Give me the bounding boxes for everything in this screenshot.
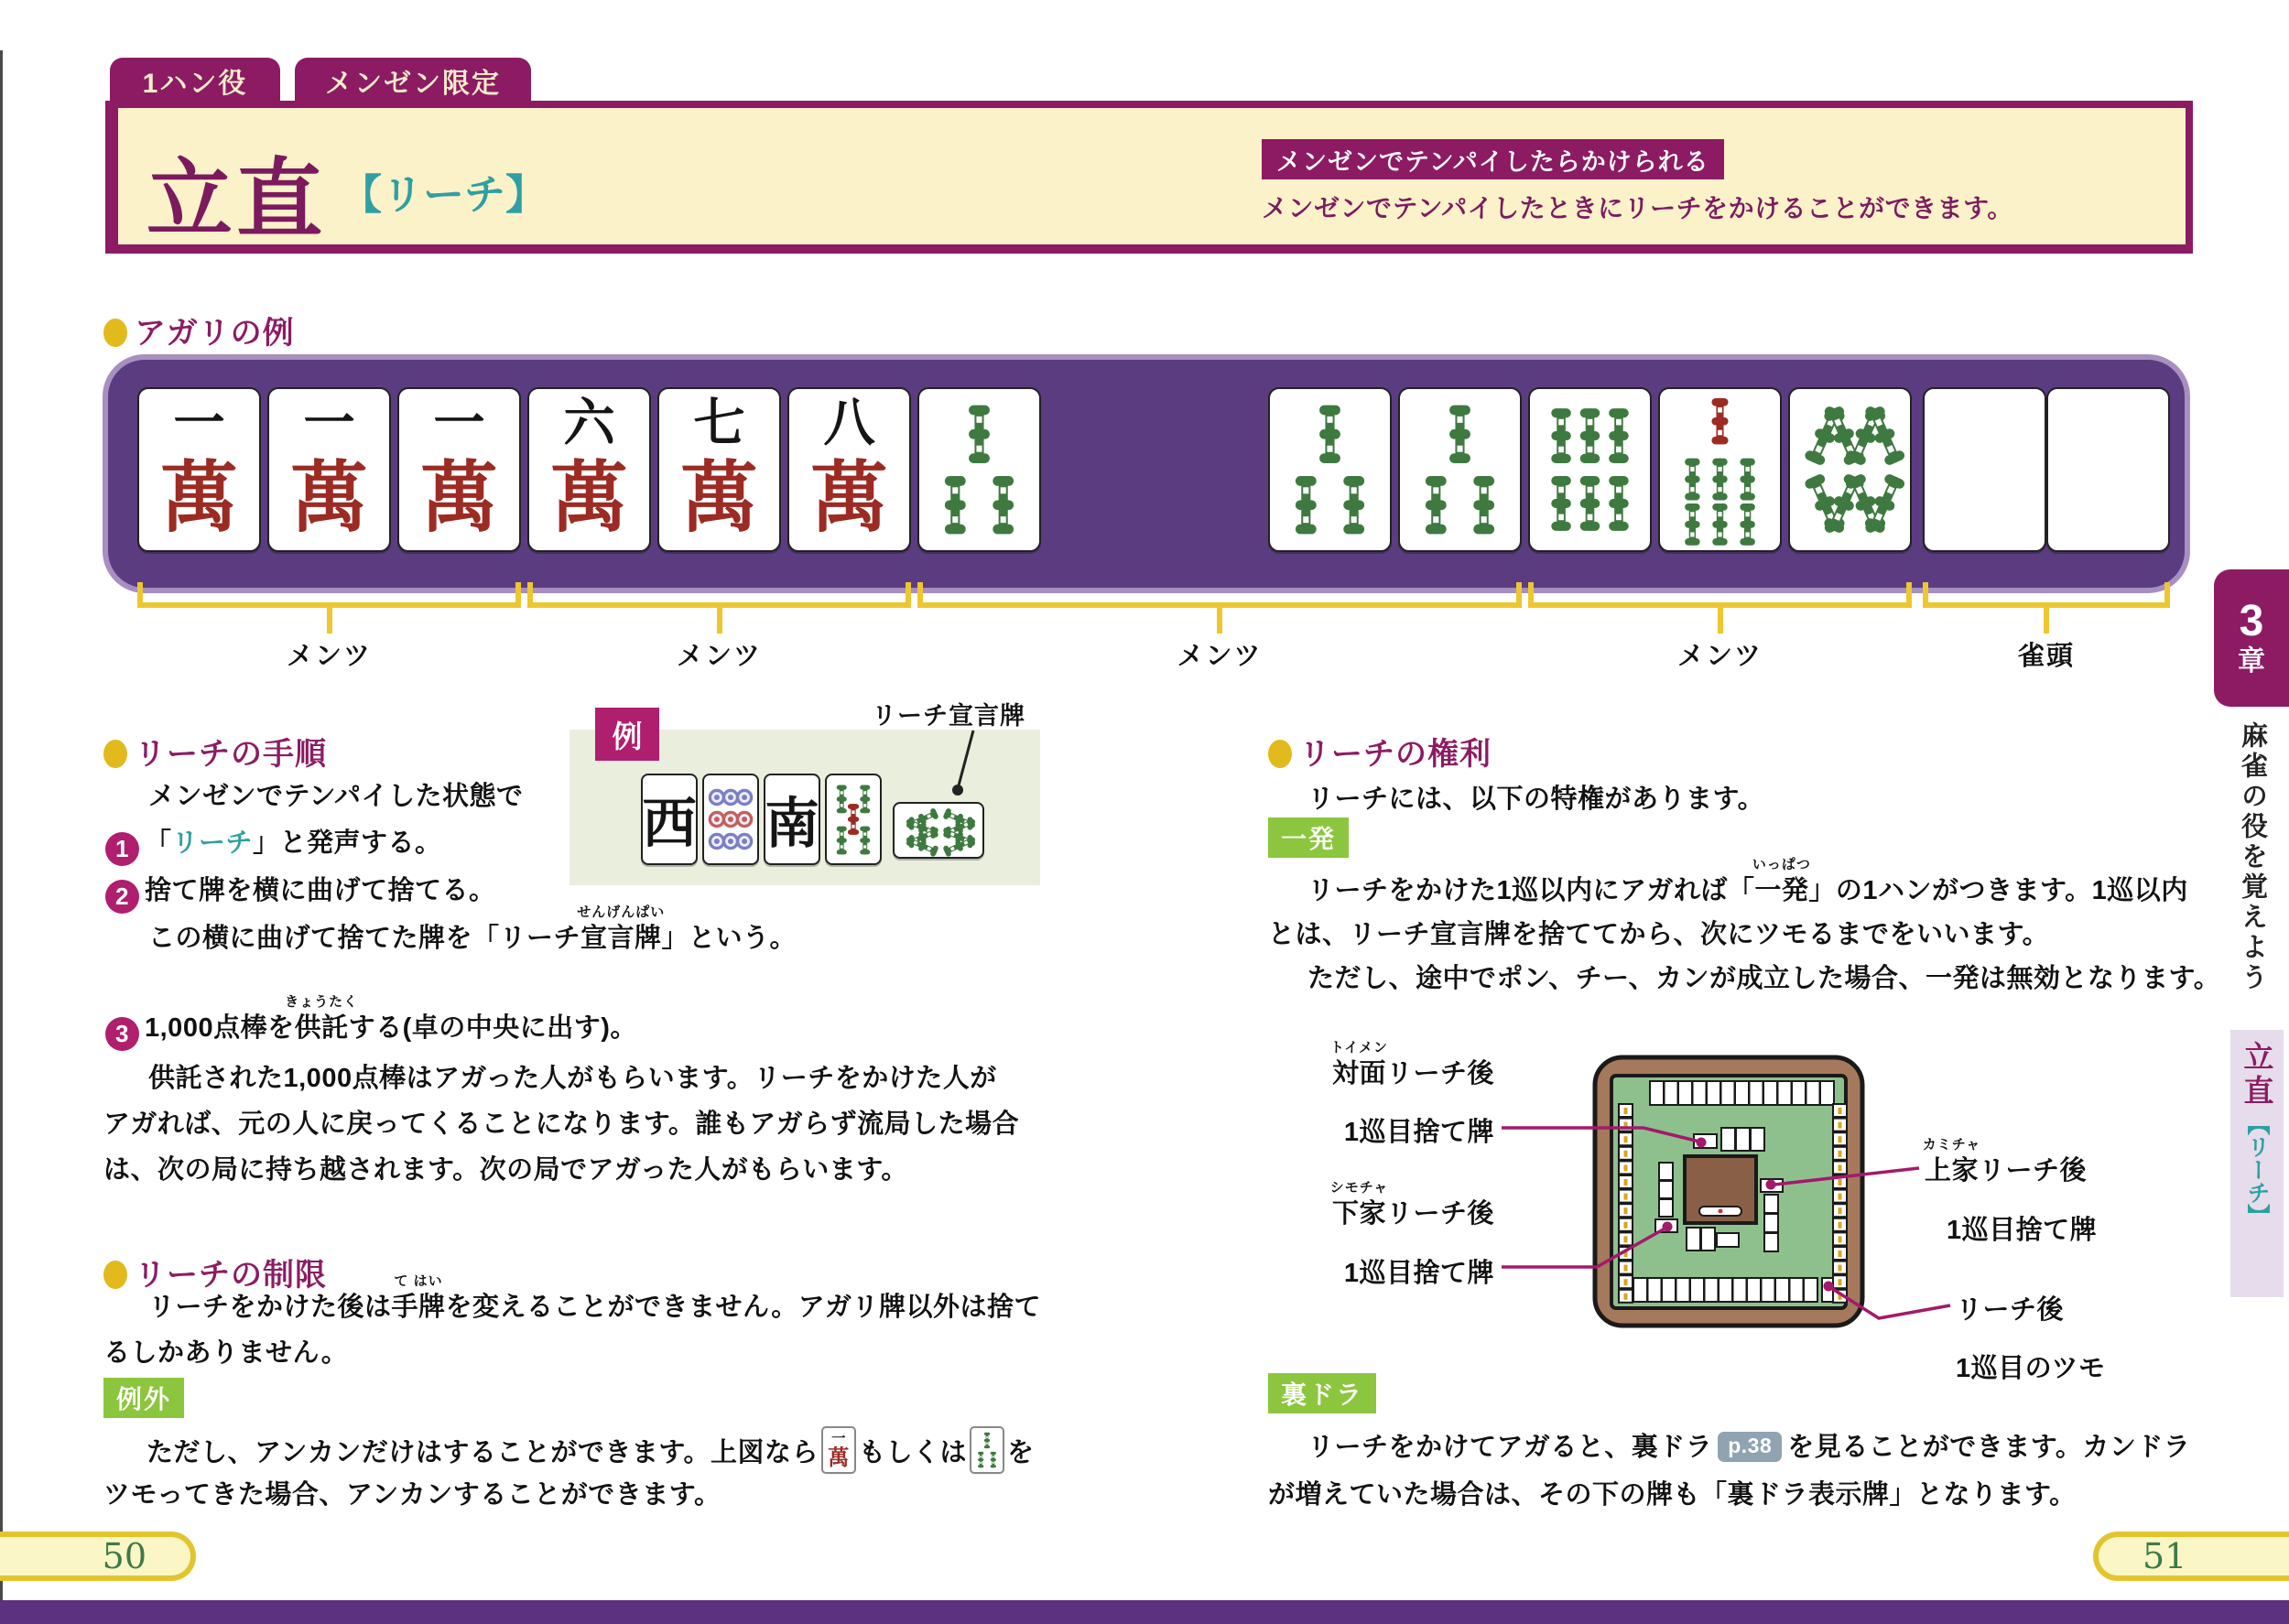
uradora-badge: 裏ドラ: [1268, 1373, 1376, 1413]
chapter-title-vertical: 麻雀の役を覚えよう: [2238, 721, 2267, 993]
mahjong-tile-7sou: [1658, 387, 1782, 552]
declaration-tile-caption: リーチ宣言牌: [872, 702, 1025, 730]
exception-badge: 例外: [103, 1378, 184, 1418]
page-edge-line: [0, 50, 3, 1600]
page-number-left: 50: [0, 1532, 196, 1581]
furigana: シモチャ: [1329, 1180, 1389, 1196]
mahjong-tile-8man: 八 萬: [787, 387, 911, 552]
mahjong-tile-8sou: [1788, 387, 1912, 552]
diagram-label-toimen-2: 1巡目捨て牌: [1343, 1118, 1494, 1147]
seigen-ex-line1: ただし、アンカンだけはすることができます。上図なら 一 萬 もしくは を: [146, 1426, 1035, 1474]
seigen-line1: リーチをかけた後は て はい 手牌を変えることができません。アガリ牌以外は捨て: [148, 1286, 1041, 1324]
example-tile-west: 西: [641, 774, 698, 865]
section-heading-agari: アガリの例: [103, 308, 295, 352]
meld-bracket-stem: [2044, 608, 2049, 633]
uradora-line1: リーチをかけてアガると、裏ドラ p.38 を見ることができます。カンドラ: [1307, 1433, 2191, 1462]
diagram-label-jibun: リーチ後: [1956, 1295, 2065, 1325]
meld-bracket: [1923, 582, 2170, 608]
page-ref-badge: p.38: [1718, 1432, 1782, 1462]
current-yaku-marker: [2230, 1030, 2284, 1297]
section-heading-tejun: リーチの手順: [103, 729, 327, 774]
meld-label: メンツ: [676, 642, 763, 671]
kenri-intro: リーチには、以下の特権があります。: [1307, 785, 1765, 814]
meld-bracket-stem: [327, 608, 332, 633]
chapter-tab: [2214, 569, 2289, 707]
furigana: カミチャ: [1922, 1137, 1981, 1153]
diagram-label-toimen: トイメン 対面リーチ後: [1332, 1053, 1494, 1090]
inline-tile-3sou: [970, 1426, 1004, 1474]
diagram-label-jibun-2: 1巡目のツモ: [1956, 1354, 2106, 1383]
diagram-label-kamicha: カミチャ 上家リーチ後: [1925, 1150, 2087, 1187]
tejun-para-line2: アガれば、元の人に戻ってくることになります。誰もアガらず流局した場合: [103, 1110, 1020, 1139]
bottom-color-bar: [0, 1600, 2289, 1624]
meld-bracket-stem: [1718, 608, 1723, 633]
example-tile-south: 南: [764, 774, 820, 865]
page-number-right: 51: [2093, 1532, 2289, 1581]
bullet-icon: [103, 740, 127, 768]
furigana: て はい: [394, 1273, 443, 1289]
meld-bracket: [1528, 582, 1912, 608]
diagram-label-kamicha-2: 1巡目捨て牌: [1947, 1216, 2098, 1245]
chapter-suffix: 章: [2238, 646, 2265, 677]
current-yaku-name: 立直: [2240, 1041, 2274, 1109]
declaration-arrow: [870, 696, 1053, 815]
riichi-word: リーチ: [171, 828, 254, 858]
tejun-intro: メンゼンでテンパイした状態で: [148, 782, 524, 811]
step-number: 3: [105, 1017, 139, 1051]
tejun-step-2: 2 捨て牌を横に曲げて捨てる。: [105, 870, 496, 914]
tejun-para-line3: は、次の局に持ち越されます。次の局でアガった人がもらいます。: [103, 1155, 908, 1185]
diagram-label-shimocha: シモチャ 下家リーチ後: [1332, 1193, 1494, 1230]
tejun-step-1: 1 「リーチ」と発声する。: [105, 822, 442, 866]
mahjong-tile-3sou: [1398, 387, 1522, 552]
current-yaku-reading: 【リーチ】: [2244, 1112, 2270, 1227]
tag-menzen: メンゼン限定: [295, 58, 531, 108]
bullet-icon: [1268, 740, 1292, 768]
mahjong-tile-1man: 一 萬: [267, 387, 391, 552]
furigana: トイメン: [1329, 1040, 1389, 1056]
meld-label: 雀頭: [2017, 642, 2076, 671]
yaku-subtitle: メンゼンでテンパイしたときにリーチをかけることができます。: [1262, 194, 2013, 222]
furigana: せんげんぱい: [577, 904, 666, 920]
seigen-line2: るしかありません。: [103, 1338, 349, 1368]
step-number: 1: [105, 832, 139, 866]
mahjong-tile-blank: [1923, 387, 2046, 552]
tejun-step-3: 3 1,000点棒を きょうたく 供託する(卓の中央に出す)。: [105, 1007, 637, 1051]
mahjong-tile-6man: 六 萬: [527, 387, 651, 552]
mahjong-tile-7man: 七 萬: [657, 387, 781, 552]
chapter-number: 3: [2239, 597, 2264, 645]
tag-han: 1ハン役: [110, 58, 280, 108]
meld-label: メンツ: [1177, 642, 1263, 671]
example-badge: 例: [595, 708, 659, 761]
bullet-icon: [103, 319, 127, 347]
meld-bracket: [137, 582, 521, 608]
meld-bracket-stem: [717, 608, 722, 633]
ippatsu-badge: 一発: [1268, 817, 1349, 858]
tejun-note: この横に曲げて捨てた牌を「リーチ せんげんぱい 宣言牌」という。: [148, 917, 797, 955]
diagram-label-shimocha-2: 1巡目捨て牌: [1343, 1259, 1494, 1288]
meld-bracket: [917, 582, 1522, 608]
section-heading-seigen: リーチの制限: [103, 1250, 327, 1294]
mahjong-tile-1man: 一 萬: [397, 387, 521, 552]
kenri-p2: ただし、途中でポン、チー、カンが成立した場合、一発は無効となります。: [1307, 964, 2221, 993]
seigen-ex-line2: ツモってきた場合、アンカンすることができます。: [103, 1480, 721, 1510]
furigana: きょうたく: [285, 994, 359, 1010]
meld-bracket-stem: [1217, 608, 1222, 633]
kenri-p1-line2: とは、リーチ宣言牌を捨ててから、次にツモるまでをいいます。: [1268, 920, 2050, 949]
mahjong-tile-6sou: [1528, 387, 1652, 552]
section-heading-kenri: リーチの権利: [1268, 729, 1492, 774]
kenri-p1-line1: リーチをかけた1巡以内にアガれば「 いっぱつ 一発」の1ハンがつきます。1巡以内: [1307, 870, 2188, 907]
yaku-title: 立直: [146, 149, 327, 250]
mahjong-tile-blank: [2046, 387, 2170, 552]
inline-tile-1man: 一 萬: [821, 1426, 856, 1474]
furigana: いっぱつ: [1752, 857, 1811, 872]
example-tile-9pin: [702, 774, 759, 865]
yaku-reading: 【リーチ】: [341, 170, 548, 219]
uradora-line2: が増えていた場合は、その下の牌も「裏ドラ表示牌」となります。: [1268, 1480, 2077, 1510]
meld-bracket: [527, 582, 911, 608]
meld-label: メンツ: [286, 642, 373, 671]
mahjong-tile-3sou: [917, 387, 1041, 552]
bullet-icon: [103, 1261, 127, 1289]
yaku-condition-badge: メンゼンでテンパイしたらかけられる: [1262, 139, 1724, 179]
meld-label: メンツ: [1676, 642, 1763, 671]
step-number: 2: [105, 880, 139, 914]
tejun-para-line1: 供託された1,000点棒はアガった人がもらいます。リーチをかけた人が: [148, 1064, 997, 1093]
mahjong-tile-3sou: [1268, 387, 1392, 552]
mahjong-tile-1man: 一 萬: [137, 387, 261, 552]
